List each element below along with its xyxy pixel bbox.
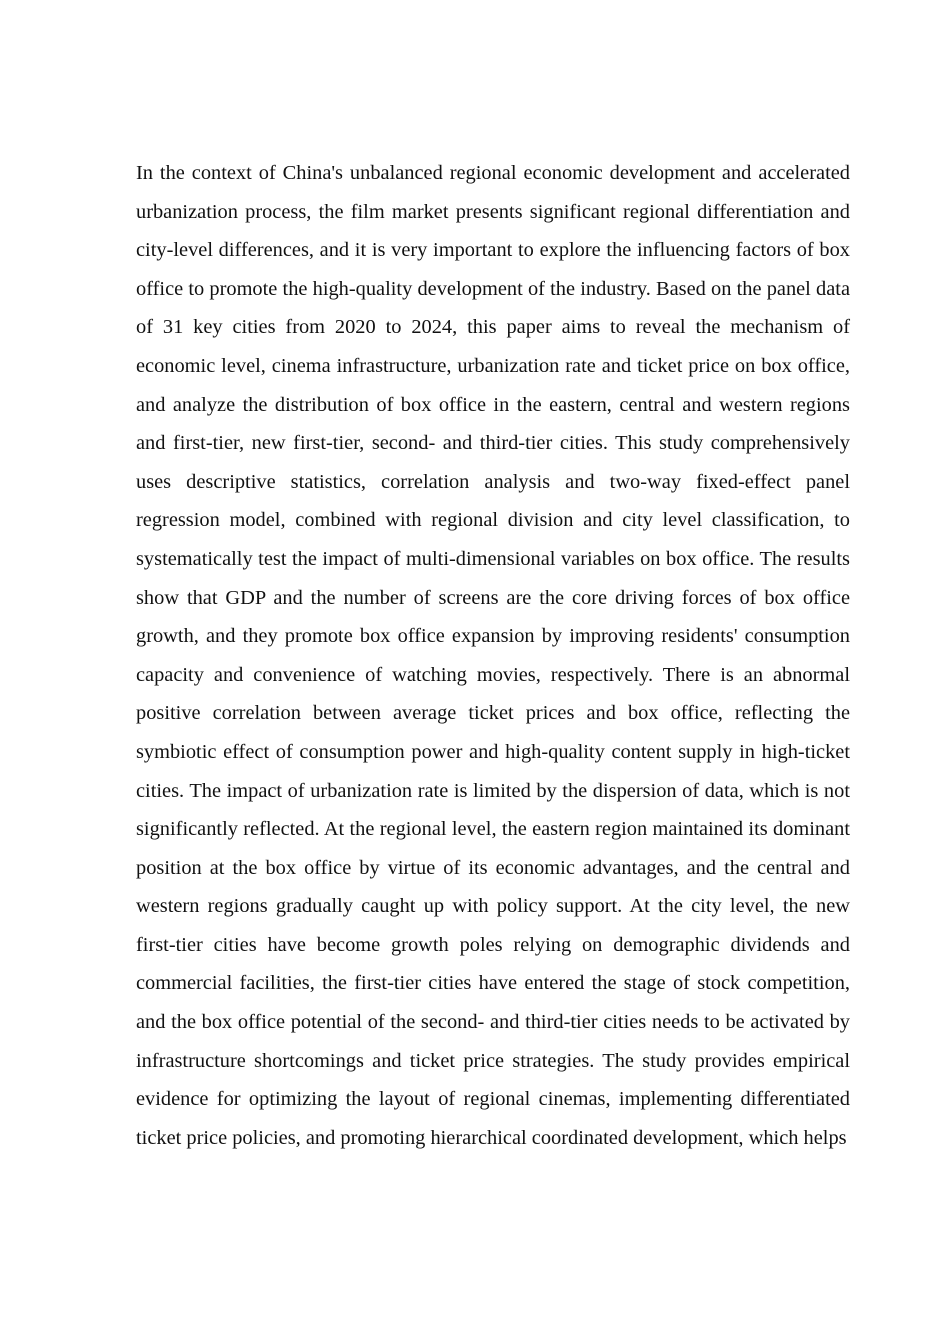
- abstract-paragraph: In the context of China's unbalanced regional economic development and accelerated urbanization process, the film market presents significant regional differentiation and city-level differences, and it is very important to explore the influencing factors of box office to promote the high-quality development of the industry. Based on the panel data of 31 key cities from 2020 to 2024, this paper aims to reveal the mechanism of economic level, cinema infrastructure, urbanization rate and ticket price on box office, and analyze the distribution of box office in the eastern, central and western regions and first-tier, new first-tier, second- and third-tier cities. This study comprehensively uses descriptive statistics, correlation analysis and two-way fixed-effect panel regression model, combined with regional division and city level classification, to systematically test the impact of multi-dimensional variables on box office. The results show that GDP and the number of screens are the core driving forces of box office growth, and they promote box office expansion by improving residents' consumption capacity and convenience of watching movies, respectively. There is an abnormal positive correlation between average ticket prices and box office, reflecting the symbiotic effect of consumption power and high-quality content supply in high-ticket cities. The impact of urbanization rate is limited by the dispersion of data, which is not significantly reflected. At the regional level, the eastern region maintained its dominant position at the box office by virtue of its economic advantages, and the central and western regions gradually caught up with policy support. At the city level, the new first-tier cities have become growth poles relying on demographic dividends and commercial facilities, the first-tier cities have entered the stage of stock competition, and the box office potential of the second- and third-tier cities needs to be activated by infrastructure shortcomings and ticket price strategies. The study provides empirical evidence for optimizing the layout of regional cinemas, implementing differentiated ticket price policies, and promoting hierarchical coordinated development, which helps: [136, 162, 850, 1149]
